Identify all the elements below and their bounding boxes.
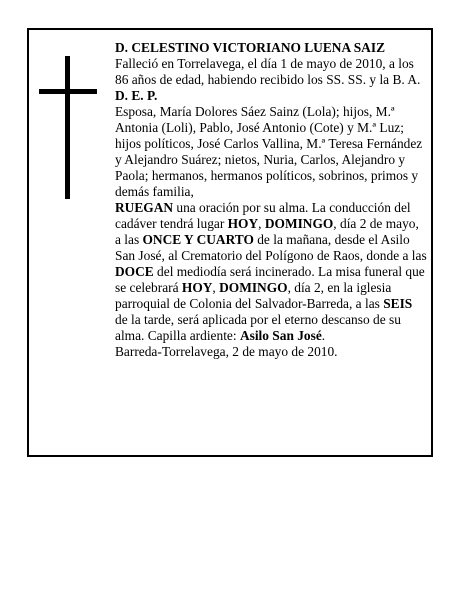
rip-heading: D. E. P. [115,88,158,103]
family-list: Esposa, María Dolores Sáez Sainz (Lola); hijos, M.ª Antonia (Loli), Pablo, José Antonio (Cote) y M.ª Luz; hijos políticos, José Carlos Vallina, M.ª Teresa Fernández y Alejandro Suárez; nietos, Nuria, Carlos, Alejandro y Paola; hermanos, hermanos políticos, sobrinos, primos y demás familia, [115,104,423,199]
request-text: de la tarde, será aplicada por el eterno descanso de su alma. Capilla ardiente: [115,312,401,343]
departure-time: ONCE Y CUARTO [142,232,254,247]
place-date: Barreda-Torrelavega, 2 de mayo de 2010. [115,344,338,359]
mass-time: SEIS [383,296,413,311]
cross-horizontal-bar [39,89,97,94]
sunday-word: DOMINGO [219,280,288,295]
today-word: HOY [227,216,259,231]
sunday-word: DOMINGO [264,216,334,231]
death-notice: Falleció en Torrelavega, el día 1 de mayo de 2010, a los 86 años de edad, habiendo recibido los SS. SS. y la B. A. [115,56,421,87]
request-text: de la mañana, desde el Asilo San José, al Crematorio del Polígono de Raos, donde a las [115,232,427,263]
obituary-frame [27,28,433,457]
request-text: , [212,280,220,295]
cross-vertical-bar [65,56,70,199]
ruegan-word: RUEGAN [115,200,174,215]
request-text: , día 2, en la iglesia parroquial de Colonia del Salvador-Barreda, a las [115,280,392,311]
cross-icon [39,56,97,199]
deceased-name: D. CELESTINO VICTORIANO LUENA SAIZ [115,40,385,55]
request-text: , día 2 de mayo, a las [115,216,419,247]
request-text: una oración por su alma. La conducción del cadáver tendrá lugar [115,200,411,231]
request-text: , [258,216,265,231]
chapel-name: Asilo San José [239,328,322,343]
funeral-request [115,200,427,344]
obituary-text [115,40,427,360]
cremation-time: DOCE [115,264,154,279]
request-text: . [321,328,326,343]
today-word: HOY [181,280,213,295]
request-text: del mediodía será incinerado. La misa funeral que se celebrará [115,264,425,295]
